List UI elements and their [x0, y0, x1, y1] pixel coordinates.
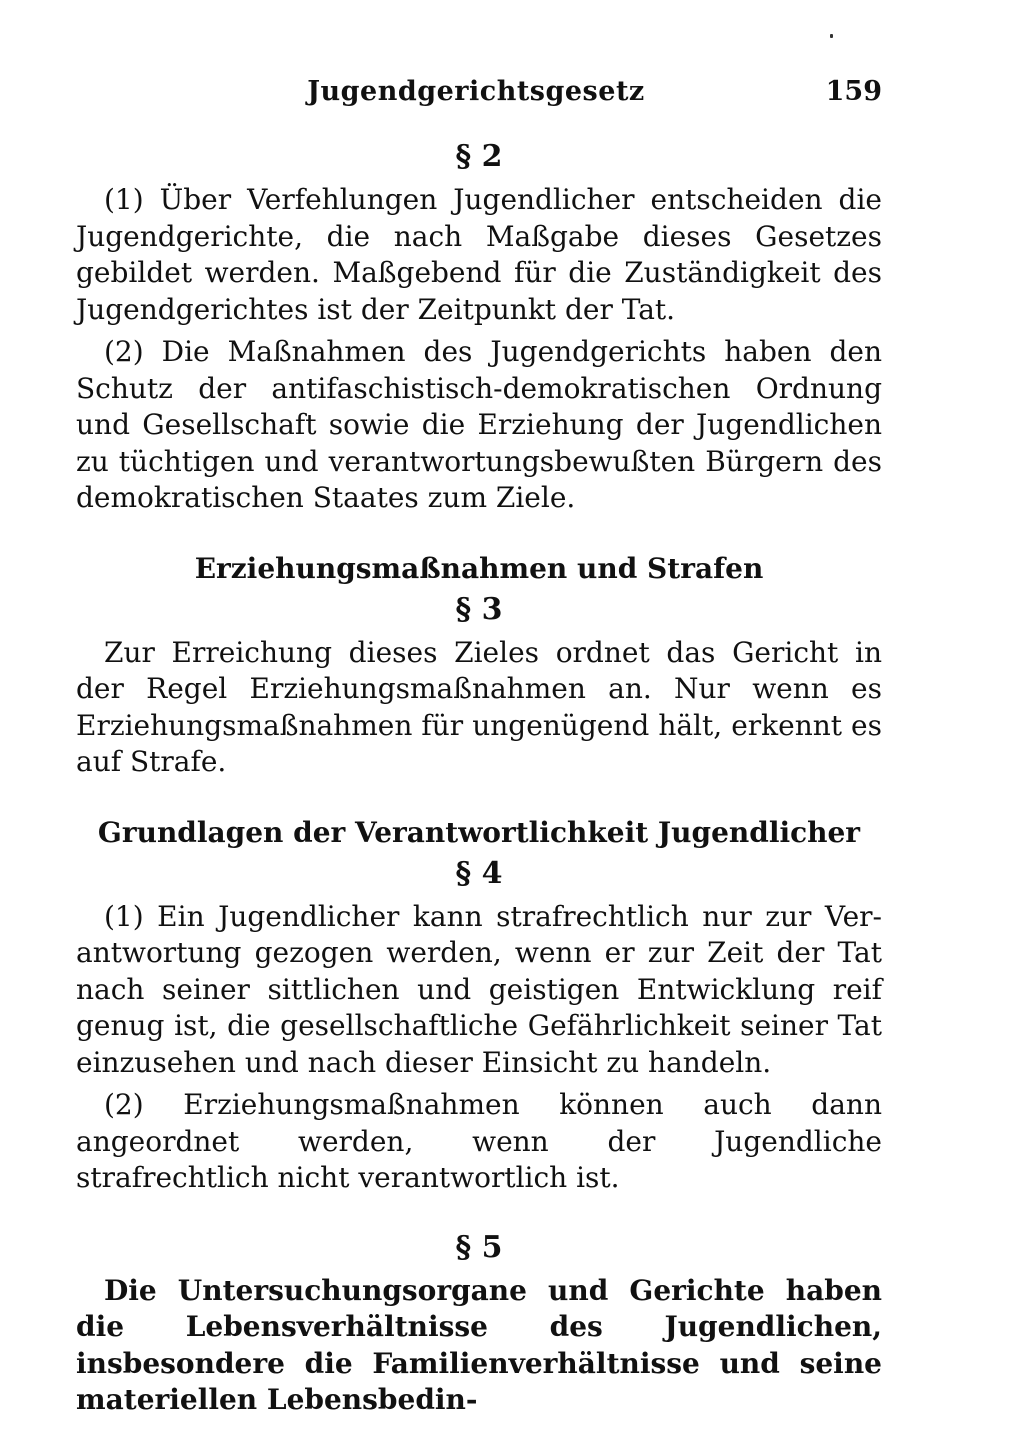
section-5-body	[76, 1273, 882, 1419]
section-2-paragraph-1: (1) Über Verfehlungen Jugendlicher entscheiden die Jugendgerichte, die nach Maßgabe dieses Gesetzes gebildet werden. Maßgebend für die Zuständigkeit des Jugendgerichtes ist der Zeitpunkt der Tat.	[76, 183, 882, 326]
section-4-heading: Grundlagen der Verantwortlichkeit Jugendlicher	[97, 815, 861, 849]
section-mark-4: § 4	[455, 855, 503, 891]
section-mark-2: § 2	[455, 139, 503, 174]
section-5-paragraph-1: Die Untersuchungsorgane und Gerichte haben die Lebensverhältnisse des Jugendlichen, insbesondere die Familienverhältnisse und seine materiellen Lebensbedin-	[76, 1273, 882, 1416]
section-2-paragraph-2: (2) Die Maßnahmen des Jugendgerichts haben den Schutz der antifaschistisch-demokratischen Ordnung und Gesellschaft sowie die Erziehung der Jugendlichen zu tüchtigen und verantwortungsbewußten Bürgern des demokratischen Staates zum Ziele.	[76, 335, 882, 514]
page-header	[70, 76, 882, 116]
section-4-paragraph-2: (2) Erziehungsmaßnahmen können auch dann angeordnet werden, wenn der Jugendliche strafrechtlich nicht verantwortlich ist.	[76, 1088, 882, 1194]
page-number: 159	[825, 76, 882, 107]
page-content	[76, 138, 882, 1419]
section-3-heading: Erziehungsmaßnahmen und Strafen	[194, 551, 764, 585]
section-4-paragraph-1: (1) Ein Jugendlicher kann strafrechtlich nur zur Verantwortung gezogen werden, wenn er zur Zeit der Tat nach seiner sittlichen und geistigen Entwicklung reif genug ist, die gesellschaftliche Gefährlichkeit seiner Tat einzusehen und nach dieser Einsicht zu handeln.	[76, 899, 882, 1079]
scan-speck	[830, 34, 833, 38]
section-mark-3: § 3	[455, 591, 503, 627]
running-title: Jugendgerichtsgesetz	[307, 76, 645, 107]
section-mark-5: § 5	[455, 1229, 503, 1265]
section-3-paragraph-1: Zur Erreichung dieses Zieles ordnet das Gericht in der Regel Erziehungsmaßnahmen an. Nur wenn es Erziehungsmaßnahmen für ungenügend hält, erkennt es auf Strafe.	[76, 635, 882, 778]
